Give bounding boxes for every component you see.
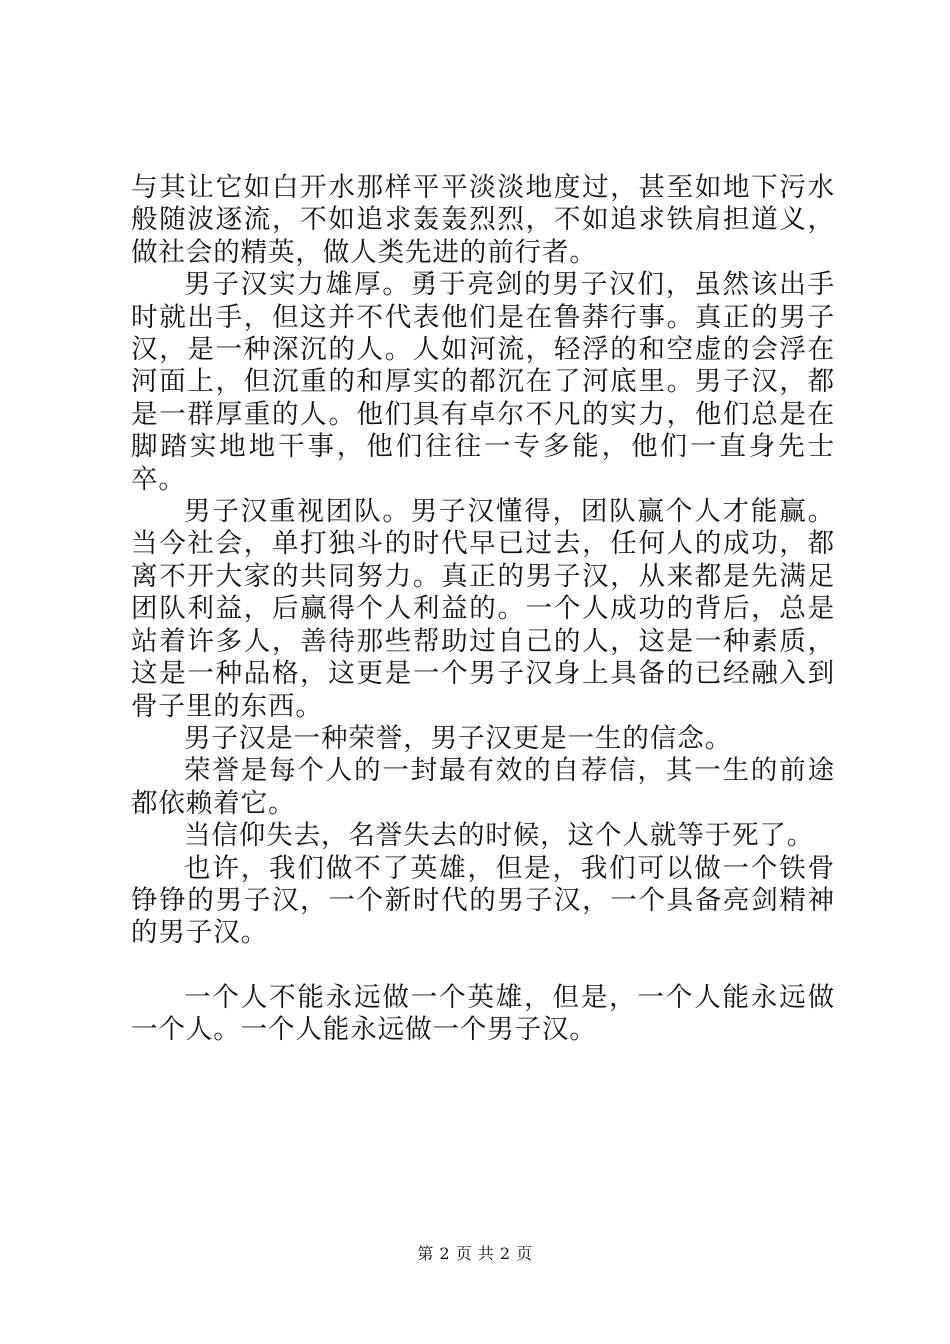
- paragraph-conclusion: 一个人不能永远做一个英雄，但是，一个人能永远做一个人。一个人能永远做一个男子汉。: [131, 981, 835, 1046]
- paragraph-honor-letter: 荣誉是每个人的一封最有效的自荐信，其一生的前途都依赖着它。: [131, 755, 835, 819]
- paragraph-honor-belief: 男子汉是一种荣誉，男子汉更是一生的信念。: [184, 722, 732, 754]
- paragraph-perhaps: 也许，我们做不了英雄，但是，我们可以做一个铁骨铮铮的男子汉，一个新时代的男子汉，一个具备亮剑精神的男子汉。: [131, 852, 835, 949]
- paragraph-continuation: 与其让它如白开水那样平平淡淡地度过，甚至如地下污水般随波逐流，不如追求轰轰烈烈，不如追求铁肩担道义，做社会的精英，做人类先进的前行者。: [131, 172, 835, 268]
- page-footer: 第 2 页 共 2 页: [417, 1244, 533, 1263]
- document-body: [131, 172, 835, 1047]
- paragraph-faith-lost: 当信仰失去，名誉失去的时候，这个人就等于死了。: [184, 820, 815, 852]
- paragraph-teamwork: 男子汉重视团队。男子汉懂得，团队赢个人才能赢。当今社会，单打独斗的时代早已过去，任何人的成功，都离不开大家的共同努力。真正的男子汉，从来都是先满足团队利益，后赢得个人利益的。一个人成功的背后，总是站着许多人，善待那些帮助过自己的人，这是一种素质，这是一种品格，这更是一个男子汉身上具备的已经融入到骨子里的东西。: [131, 496, 835, 722]
- paragraph-strength: 男子汉实力雄厚。勇于亮剑的男子汉们，虽然该出手时就出手，但这并不代表他们是在鲁莽行事。真正的男子汉，是一种深沉的人。人如河流，轻浮的和空虚的会浮在河面上，但沉重的和厚实的都沉在了河底里。男子汉，都是一群厚重的人。他们具有卓尔不凡的实力，他们总是在脚踏实地地干事，他们往往一专多能，他们一直身先士卒。: [131, 269, 835, 495]
